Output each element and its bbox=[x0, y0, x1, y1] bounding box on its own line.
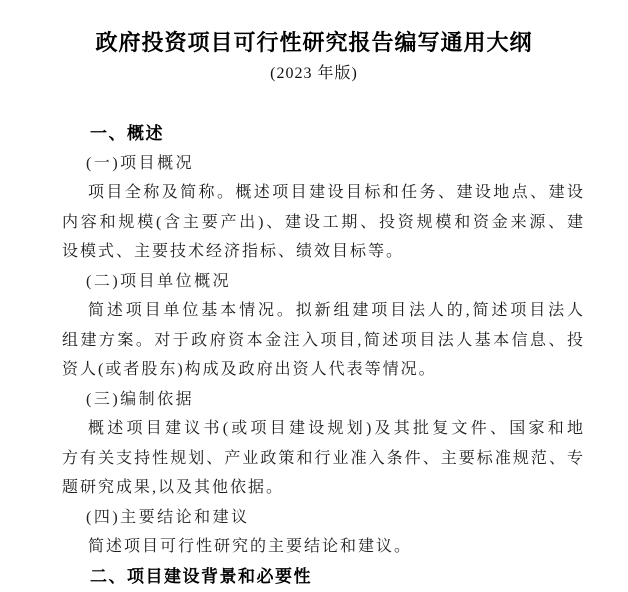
paragraph-line: 简述项目可行性研究的主要结论和建议。 bbox=[88, 538, 413, 555]
subheading-1-4: (四)主要结论和建议 bbox=[86, 508, 250, 526]
paragraph-line: 内容和规模(含主要产出)、建设工期、投资规模和资金来源、建 bbox=[62, 213, 585, 231]
paragraph-line: 设模式、主要技术经济指标、绩效目标等。 bbox=[62, 243, 405, 260]
subheading-1-1: (一)项目概况 bbox=[86, 154, 195, 172]
paragraph-line: 简述项目单位基本情况。拟新组建项目法人的,简述项目法人 bbox=[88, 302, 585, 319]
section-2-heading: 二、项目建设背景和必要性 bbox=[90, 566, 312, 586]
doc-title: 政府投资项目可行性研究报告编写通用大纲 bbox=[95, 30, 533, 55]
subheading-1-3: (三)编制依据 bbox=[86, 390, 195, 408]
paragraph-line: 项目全称及简称。概述项目建设目标和任务、建设地点、建设 bbox=[88, 184, 585, 201]
doc-body bbox=[62, 119, 585, 591]
section-1-heading: 一、概述 bbox=[90, 124, 164, 143]
paragraph-line: 资人(或者股东)构成及政府出资人代表等情况。 bbox=[62, 361, 437, 378]
paragraph-line: 方有关支持性规划、产业政策和行业准入条件、主要标准规范、专 bbox=[62, 449, 585, 467]
doc-subtitle: (2023 年版) bbox=[270, 65, 358, 82]
paragraph-line: 概述项目建议书(或项目建设规划)及其批复文件、国家和地 bbox=[88, 420, 585, 437]
paragraph-line: 组建方案。对于政府资本金注入项目,简述项目法人基本信息、投 bbox=[62, 331, 585, 349]
subheading-1-2: (二)项目单位概况 bbox=[86, 272, 232, 290]
paragraph-line: 题研究成果,以及其他依据。 bbox=[62, 479, 285, 496]
